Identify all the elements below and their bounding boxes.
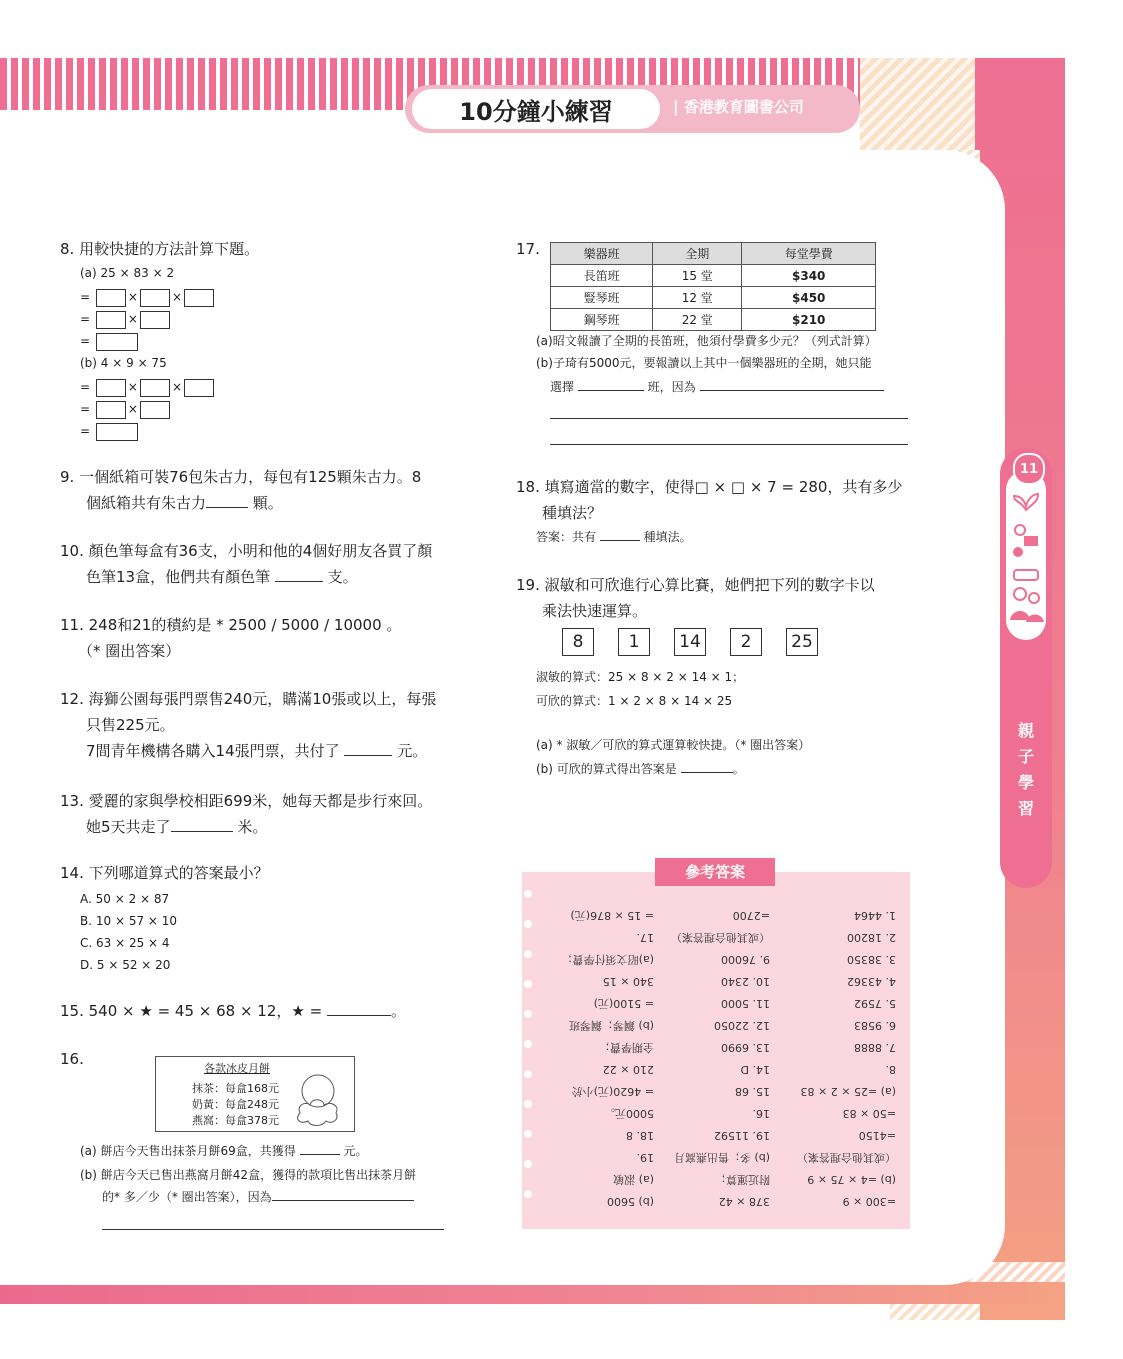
q8-a-expr: (a) 25 × 83 × 2 [80, 266, 175, 280]
q8-a-row1: = × × [80, 286, 216, 308]
answer-line[interactable] [550, 418, 908, 419]
q17-a: (a)昭文報讀了全期的長笛班，他須付學費多少元？（列式計算） [536, 334, 877, 348]
answer-box[interactable] [184, 289, 214, 307]
answer-line: 全期學費； [599, 1041, 654, 1054]
number-card: 1 [618, 628, 650, 656]
answer-line: 5000元。 [604, 1107, 654, 1120]
answer-line: 17. [636, 931, 654, 944]
answer-line: 9. 76000 [721, 953, 770, 966]
q14-option-b: B. 10 × 57 × 10 [80, 914, 178, 928]
table-cell: $450 [742, 287, 876, 309]
answer-line: 210 × 22 [602, 1063, 654, 1076]
answer-column [650, 904, 770, 1212]
q18-answer: 答案：共有 種填法。 [536, 530, 692, 544]
table-cell: $340 [742, 265, 876, 287]
q11-line2: （* 圈出答案） [78, 642, 181, 660]
answer-blank[interactable] [600, 540, 640, 541]
q15-text: 15. 540 × ★ = 45 × 68 × 12，★ = 。 [60, 1002, 406, 1020]
answer-box[interactable] [140, 311, 170, 329]
answer-line: （或其他合理答案） [797, 1151, 896, 1164]
answer-blank[interactable] [300, 1154, 340, 1155]
answer-box[interactable] [140, 379, 170, 397]
mooncake-box-title: 各款冰皮月餅 [204, 1062, 270, 1075]
answer-line: 5. 7592 [854, 997, 896, 1010]
answer-box[interactable] [184, 379, 214, 397]
table-cell: 15 堂 [653, 265, 742, 287]
q16-b-line2: 的* 多／少（* 圈出答案），因為 [102, 1186, 414, 1208]
q10-line2: 色筆13盒，他們共有顏色筆 支。 [86, 568, 358, 586]
number-card: 8 [562, 628, 594, 656]
price-item: 燕窩：每盒378元 [192, 1114, 279, 1127]
answer-line: 19. [636, 1151, 654, 1164]
q8-a-row2: = × [80, 308, 172, 330]
answer-box[interactable] [96, 423, 138, 441]
q19-shumin: 淑敏的算式：25 × 8 × 2 × 14 × 1； [536, 670, 745, 684]
side-icon-panel [1006, 470, 1046, 640]
answer-line: 2. 18200 [847, 931, 896, 944]
q17-number: 17. [516, 240, 540, 258]
q14-option-d: D. 5 × 52 × 20 [80, 958, 171, 972]
page-title: 10分鐘小練習 [412, 89, 660, 129]
table-cell: $210 [742, 309, 876, 331]
q19-hoyan: 可欣的算式：1 × 2 × 8 × 14 × 25 [536, 694, 733, 708]
answer-column [776, 904, 896, 1212]
answer-line: = 4620(元)小於 [571, 1085, 654, 1098]
answer-line: =300 × 9 [842, 1195, 896, 1208]
answer-key-upside-down [528, 890, 908, 1220]
q17-b: (b)子琦有5000元，要報讀以上其中一個樂器班的全期，她只能 [536, 356, 872, 370]
q11-line1: 11. 248和21的積約是 * 2500 / 5000 / 10000 。 [60, 616, 402, 634]
answer-box[interactable] [96, 311, 126, 329]
answer-blank[interactable] [171, 831, 233, 832]
answer-line: (a) 淑敏 [613, 1173, 654, 1186]
answer-line: (a) =25 × 2 × 83 [800, 1085, 896, 1098]
table-cell: 鋼琴班 [551, 309, 653, 331]
q19-line2: 乘法快速運算。 [542, 602, 648, 620]
answer-box[interactable] [96, 289, 126, 307]
table-cell: 豎琴班 [551, 287, 653, 309]
section-title: 親子學習 [1017, 721, 1034, 818]
answer-line: 16. [752, 1107, 770, 1120]
answer-line: (b) 5600 [606, 1195, 654, 1208]
answer-blank[interactable] [700, 390, 884, 391]
column-header: 全期 [653, 243, 742, 265]
table-row [551, 287, 876, 309]
q12-line2: 只售225元。 [86, 716, 175, 734]
table-row [551, 265, 876, 287]
price-item: 奶黃：每盒248元 [192, 1098, 279, 1111]
answer-blank[interactable] [681, 772, 733, 773]
q8-a-row3: = [80, 330, 140, 352]
table-cell: 12 堂 [653, 287, 742, 309]
q16-number: 16. [60, 1050, 84, 1068]
answer-blank[interactable] [344, 755, 392, 756]
answer-line: =2700 [732, 909, 770, 922]
table-row [551, 309, 876, 331]
family-learning-icon [1006, 470, 1046, 640]
answer-line: 18. 8 [626, 1129, 654, 1142]
q8-b-row2: = × [80, 398, 172, 420]
q13-line2: 她5天共走了 米。 [86, 818, 268, 836]
column-header: 每堂學費 [742, 243, 876, 265]
q17-b-line2: 選擇 班，因為 [550, 376, 884, 398]
answer-line: 13. 6990 [721, 1041, 770, 1054]
q14-option-a: A. 50 × 2 × 87 [80, 892, 170, 906]
answer-line[interactable] [550, 444, 908, 445]
answer-line: 7. 8888 [854, 1041, 896, 1054]
q12-line1: 12. 海獅公園每張門票售240元，購滿10張或以上，每張 [60, 690, 437, 708]
answer-blank[interactable] [327, 1015, 391, 1016]
publisher: | 香港教育圖書公司 [673, 98, 804, 116]
answer-line: (a)昭文須付學費； [561, 953, 654, 966]
q14-option-c: C. 63 × 25 × 4 [80, 936, 170, 950]
q8-b-row1: = × × [80, 376, 216, 398]
answer-line: =50 × 83 [842, 1107, 896, 1120]
answer-line[interactable] [102, 1229, 444, 1230]
answer-box[interactable] [96, 401, 126, 419]
mooncake-price-list [192, 1081, 279, 1129]
answer-line: 14. D [740, 1063, 770, 1076]
number-card: 2 [730, 628, 762, 656]
price-item: 抹茶：每盒168元 [192, 1082, 279, 1095]
q18-line1: 18. 填寫適當的數字，使得□ × □ × 7 = 280，共有多少 [516, 478, 903, 496]
q19-line1: 19. 淑敏和可欣進行心算比賽，她們把下列的數字卡以 [516, 576, 875, 594]
mooncake-price-box [155, 1056, 355, 1132]
answer-line: 11. 5000 [721, 997, 770, 1010]
answer-line: 12. 22050 [714, 1019, 770, 1032]
answer-line: 340 × 15 [602, 975, 654, 988]
answer-line: 10. 2340 [721, 975, 770, 988]
q16-b-line1: (b) 餅店今天已售出燕窩月餅42盒，獲得的款項比售出抹茶月餅 [80, 1168, 417, 1182]
table-cell: 22 堂 [653, 309, 742, 331]
answer-line: 19. 11592 [714, 1129, 770, 1142]
answer-blank[interactable] [272, 1200, 414, 1201]
answer-line: 6. 9583 [854, 1019, 896, 1032]
q8-b-expr: (b) 4 × 9 × 75 [80, 356, 167, 370]
bottom-band [0, 1282, 1065, 1304]
answer-box[interactable] [96, 379, 126, 397]
table-cell: 長笛班 [551, 265, 653, 287]
answer-line: = 5100(元) [593, 997, 654, 1010]
answer-blank[interactable] [275, 581, 323, 582]
answer-line: （或其他合理答案） [671, 931, 770, 944]
answer-box[interactable] [140, 401, 170, 419]
answer-line: (b) 鋼琴；鋼琴班 [568, 1019, 654, 1032]
q8-b-row3: = [80, 420, 140, 442]
q8-title: 8. 用較快捷的方法計算下題。 [60, 240, 260, 258]
q10-line1: 10. 顏色筆每盒有36支，小明和他的4個好朋友各買了顏 [60, 542, 433, 560]
number-card: 14 [674, 628, 706, 656]
number-card: 25 [786, 628, 818, 656]
page-number: 11 [1013, 453, 1045, 485]
q9-line2: 個紙箱共有朱古力 顆。 [86, 494, 283, 512]
answer-blank[interactable] [206, 507, 248, 508]
mooncake-illustration [292, 1069, 350, 1127]
q19-a: (a) * 淑敏／可欣的算式運算較快捷。（* 圈出答案） [536, 738, 811, 752]
q9-line1: 9. 一個紙箱可裝76包朱古力，每包有125顆朱古力。8 [60, 468, 422, 486]
answer-line: 15. 68 [735, 1085, 770, 1098]
fee-table [550, 242, 876, 331]
answer-line: (b) 多；售出燕窩月 [673, 1151, 770, 1164]
answer-line: 378 × 42 [718, 1195, 770, 1208]
publisher-name: 香港教育圖書公司 [683, 98, 804, 116]
answer-title: 參考答案 [655, 858, 775, 886]
q18-line2: 種填法？ [542, 504, 603, 522]
answer-blank[interactable] [578, 390, 644, 391]
answer-line: 3. 38350 [847, 953, 896, 966]
answer-column [534, 904, 654, 1212]
q13-line1: 13. 愛麗的家與學校相距699米，她每天都是步行來回。 [60, 792, 433, 810]
answer-line: 8. [885, 1063, 896, 1076]
q12-line3: 7間青年機構各購入14張門票，共付了 元。 [86, 742, 428, 760]
answer-box[interactable] [96, 333, 138, 351]
answer-line: = 15 × 876(元) [570, 909, 654, 922]
number-cards [562, 628, 842, 656]
answer-line: =4150 [858, 1129, 896, 1142]
answer-box[interactable] [140, 289, 170, 307]
q19-b: (b) 可欣的算式得出答案是 。 [536, 762, 745, 776]
answer-line: 1. 4464 [854, 909, 896, 922]
q14-title: 14. 下列哪道算式的答案最小？ [60, 864, 269, 882]
q16-a: (a) 餅店今天售出抹茶月餅69盒，共獲得 元。 [80, 1144, 368, 1158]
answer-line: 4. 43362 [847, 975, 896, 988]
answer-line: 附近運算； [715, 1173, 770, 1186]
answer-line: (b) =4 × 75 × 9 [807, 1173, 896, 1186]
fee-table-header [551, 243, 876, 265]
column-header: 樂器班 [551, 243, 653, 265]
